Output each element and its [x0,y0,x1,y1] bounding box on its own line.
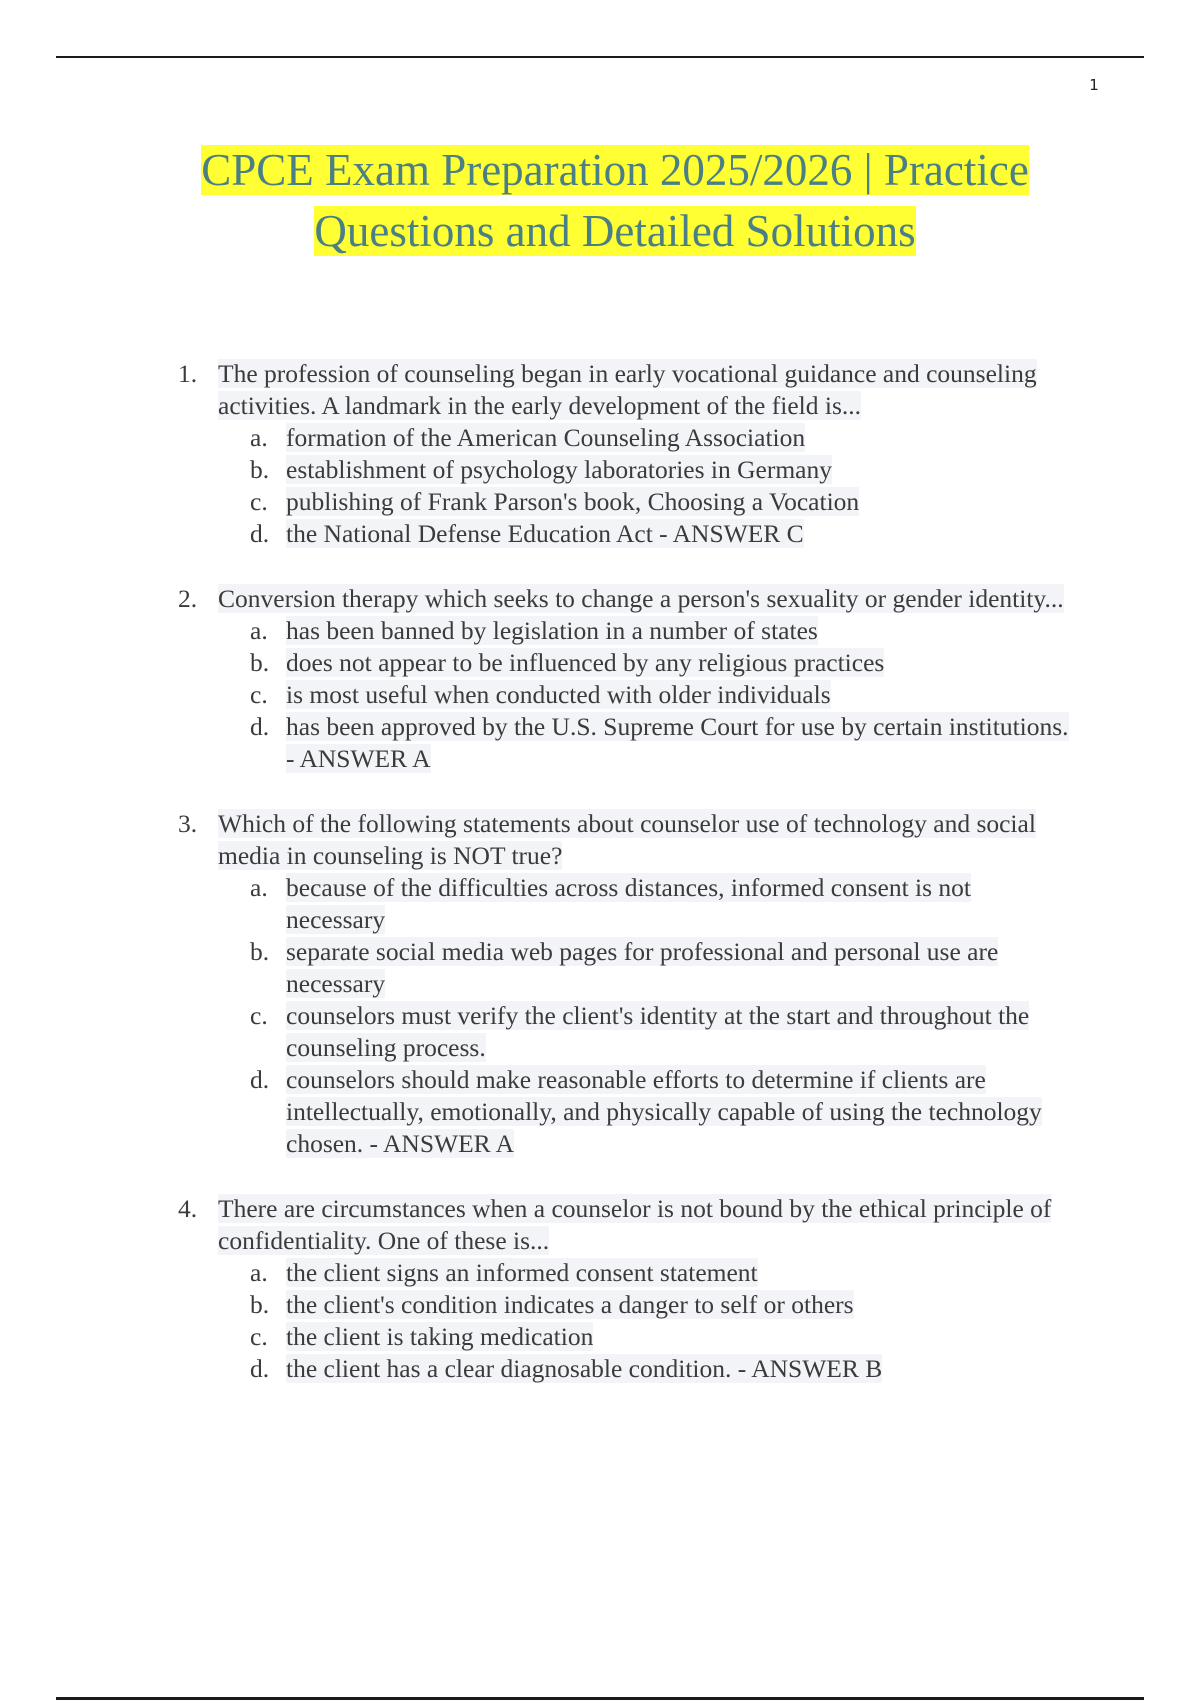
option-a [250,872,1098,936]
option-letter: c. [250,487,268,516]
question-4 [178,1193,1098,1385]
option-letter: d. [250,1354,270,1383]
option-d [250,1064,1098,1160]
option-letter: a. [250,873,268,902]
question-text: The profession of counseling began in early vocational guidance and counseling activities. A landmark in the early development of the field is... [218,359,1037,420]
option-list [178,422,1098,550]
question-3 [178,808,1098,1160]
option-c [250,679,1098,711]
option-letter: a. [250,1258,268,1287]
option-d [250,518,1098,550]
option-b [250,936,1098,1000]
option-list [178,1257,1098,1385]
option-a [250,615,1098,647]
option-letter: d. [250,1065,270,1094]
option-letter: b. [250,648,270,677]
question-2 [178,583,1098,775]
option-b [250,454,1098,486]
option-text: does not appear to be influenced by any religious practices [286,648,885,677]
option-letter: b. [250,1290,270,1319]
page-number: 1 [1089,76,1099,94]
option-text: establishment of psychology laboratories in Germany [286,455,832,484]
option-letter: d. [250,519,270,548]
question-number: 3. [178,809,198,838]
option-text: the client is taking medication [286,1322,594,1351]
question-text: Conversion therapy which seeks to change a person's sexuality or gender identity... [218,584,1064,613]
option-c [250,1321,1098,1353]
option-letter: a. [250,616,268,645]
option-letter: b. [250,455,270,484]
option-text: formation of the American Counseling Association [286,423,806,452]
option-letter: a. [250,423,268,452]
option-c [250,1000,1098,1064]
question-number: 2. [178,584,198,613]
question-text: There are circumstances when a counselor is not bound by the ethical principle of confidentiality. One of these is... [218,1194,1052,1255]
question-1 [178,358,1098,550]
option-a [250,1257,1098,1289]
option-b [250,1289,1098,1321]
option-text: has been approved by the U.S. Supreme Court for use by certain institutions. - ANSWER A [286,712,1069,773]
option-text: counselors should make reasonable efforts to determine if clients are intellectually, emotionally, and physically capable of using the technology chosen. - ANSWER A [286,1065,1042,1158]
document-title: CPCE Exam Preparation 2025/2026 | Practice Questions and Detailed Solutions [201,145,1029,256]
option-text: because of the difficulties across distances, informed consent is not necessary [286,873,972,934]
option-list [178,615,1098,775]
question-number: 4. [178,1194,198,1223]
option-letter: c. [250,1322,268,1351]
option-d [250,711,1098,775]
option-text: has been banned by legislation in a number of states [286,616,818,645]
option-c [250,486,1098,518]
option-d [250,1353,1098,1385]
option-text: separate social media web pages for professional and personal use are necessary [286,937,999,998]
option-list [178,872,1098,1160]
option-text: publishing of Frank Parson's book, Choosing a Vocation [286,487,860,516]
option-text: the client signs an informed consent statement [286,1258,758,1287]
option-text: the client's condition indicates a danger to self or others [286,1290,854,1319]
option-text: is most useful when conducted with older individuals [286,680,831,709]
question-list [178,358,1098,1418]
question-text: Which of the following statements about counselor use of technology and social media in counseling is NOT true? [218,809,1036,870]
option-text: counselors must verify the client's identity at the start and throughout the counseling process. [286,1001,1030,1062]
header-rule [56,56,1144,58]
option-letter: d. [250,712,270,741]
option-letter: c. [250,680,268,709]
option-a [250,422,1098,454]
option-text: the client has a clear diagnosable condition. - ANSWER B [286,1354,883,1383]
document-title-block [120,140,1110,262]
option-b [250,647,1098,679]
option-letter: b. [250,937,270,966]
question-number: 1. [178,359,198,388]
option-text: the National Defense Education Act - ANSWER C [286,519,804,548]
option-letter: c. [250,1001,268,1030]
